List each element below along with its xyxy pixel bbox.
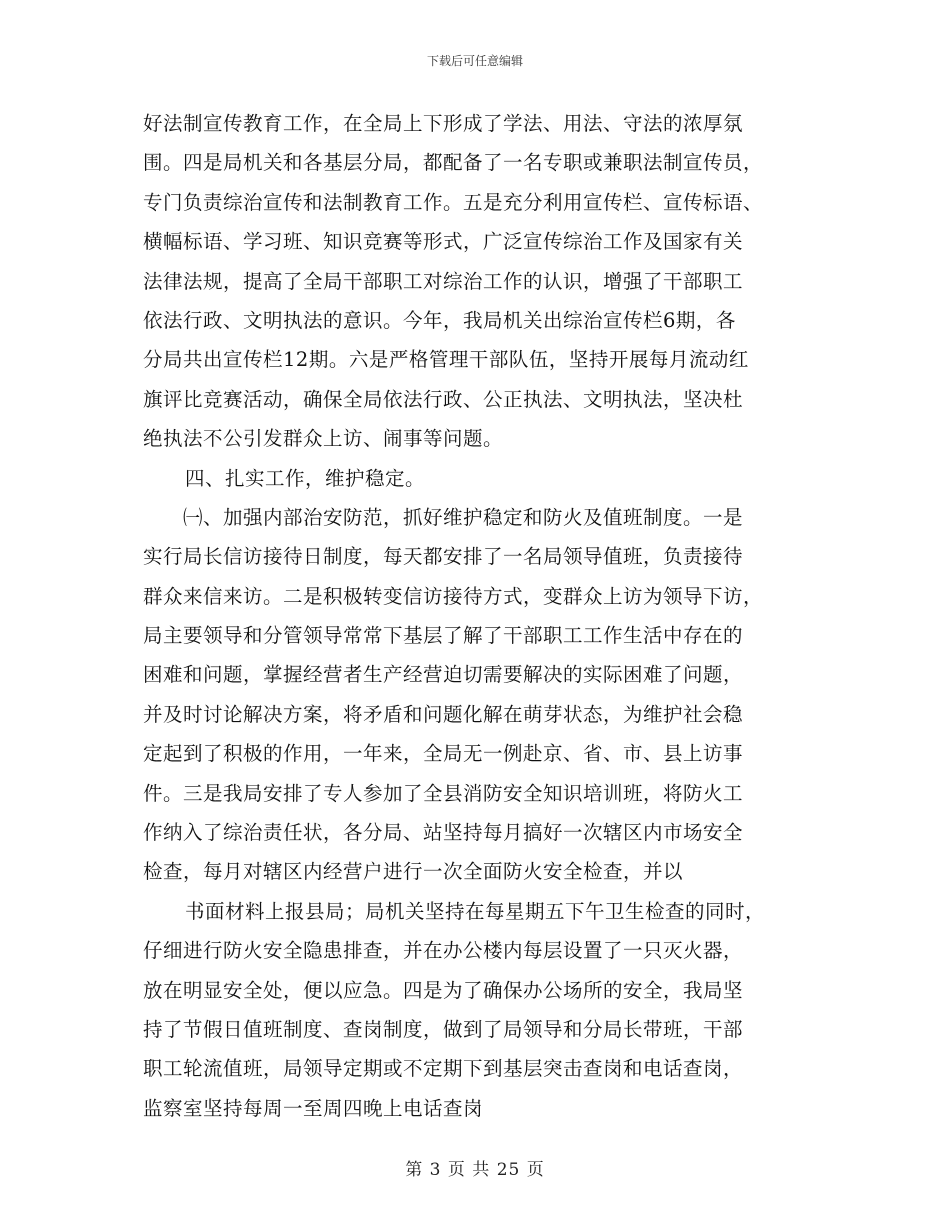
text-line: 件。三是我局安排了专人参加了全县消防安全知识培训班，将防火工 (143, 781, 744, 805)
text-line: 书面材料上报县局；局机关坚持在每星期五下午卫生检查的同时， (185, 899, 766, 923)
text-line: 专门负责综治宣传和法制教育工作。五是充分利用宣传栏、宣传标语、 (143, 190, 764, 214)
text-line: 检查，每月对辖区内经营户进行一次全面防火安全检查，并以 (143, 860, 684, 884)
text-line: 分局共出宣传栏12期。六是严格管理干部队伍，坚持开展每月流动红 (143, 348, 749, 372)
text-line: 依法行政、文明执法的意识。今年，我局机关出综治宣传栏6期，各 (143, 308, 736, 332)
document-body (143, 104, 815, 1128)
text-line: 群众来信来访。二是积极转变信访接待方式，变群众上访为领导下访， (143, 584, 764, 608)
page-header: 下载后可任意编辑 (426, 54, 523, 68)
text-line: 仔细进行防火安全隐患排查，并在办公楼内每层设置了一只灭火器， (143, 939, 744, 963)
text-line: ㈠、加强内部治安防范，抓好维护稳定和防火及值班制度。一是 (183, 505, 744, 529)
text-line: 作纳入了综治责任状，各分局、站坚持每月搞好一次辖区内市场安全 (143, 821, 744, 845)
text-line: 并及时讨论解决方案，将矛盾和问题化解在萌芽状态，为维护社会稳 (143, 702, 744, 726)
text-line: 职工轮流值班，局领导定期或不定期下到基层突击查岗和电话查岗， (143, 1057, 744, 1081)
text-line: 好法制宣传教育工作，在全局上下形成了学法、用法、守法的浓厚氛 (143, 112, 744, 135)
text-line: 监察室坚持每周一至周四晚上电话查岗 (143, 1096, 484, 1120)
text-line: 困难和问题，掌握经营者生产经营迫切需要解决的实际困难了问题， (143, 663, 744, 687)
text-line: 绝执法不公引发群众上访、闹事等问题。 (143, 427, 504, 451)
text-line: 围。四是局机关和各基层分局，都配备了一名专职或兼职法制宣传员， (143, 151, 764, 175)
text-line: 旗评比竞赛活动，确保全局依法行政、公正执法、文明执法，坚决杜 (143, 387, 744, 411)
text-line: 放在明显安全处，便以应急。四是为了确保办公场所的安全，我局坚 (143, 978, 744, 1002)
text-line: 定起到了积极的作用，一年来，全局无一例赴京、省、市、县上访事 (143, 742, 744, 766)
text-line: 四、扎实工作，维护稳定。 (185, 466, 426, 490)
text-line: 实行局长信访接待日制度，每天都安排了一名局领导值班，负责接待 (143, 545, 744, 569)
text-line: 持了节假日值班制度、查岗制度，做到了局领导和分局长带班，干部 (143, 1017, 744, 1041)
page-footer: 第 3 页 共 25 页 (405, 1160, 545, 1180)
text-line: 横幅标语、学习班、知识竞赛等形式，广泛宣传综治工作及国家有关 (143, 230, 744, 254)
text-line: 局主要领导和分管领导常常下基层了解了干部职工工作生活中存在的 (143, 624, 744, 648)
text-line: 法律法规，提高了全局干部职工对综治工作的认识，增强了干部职工 (143, 269, 744, 293)
